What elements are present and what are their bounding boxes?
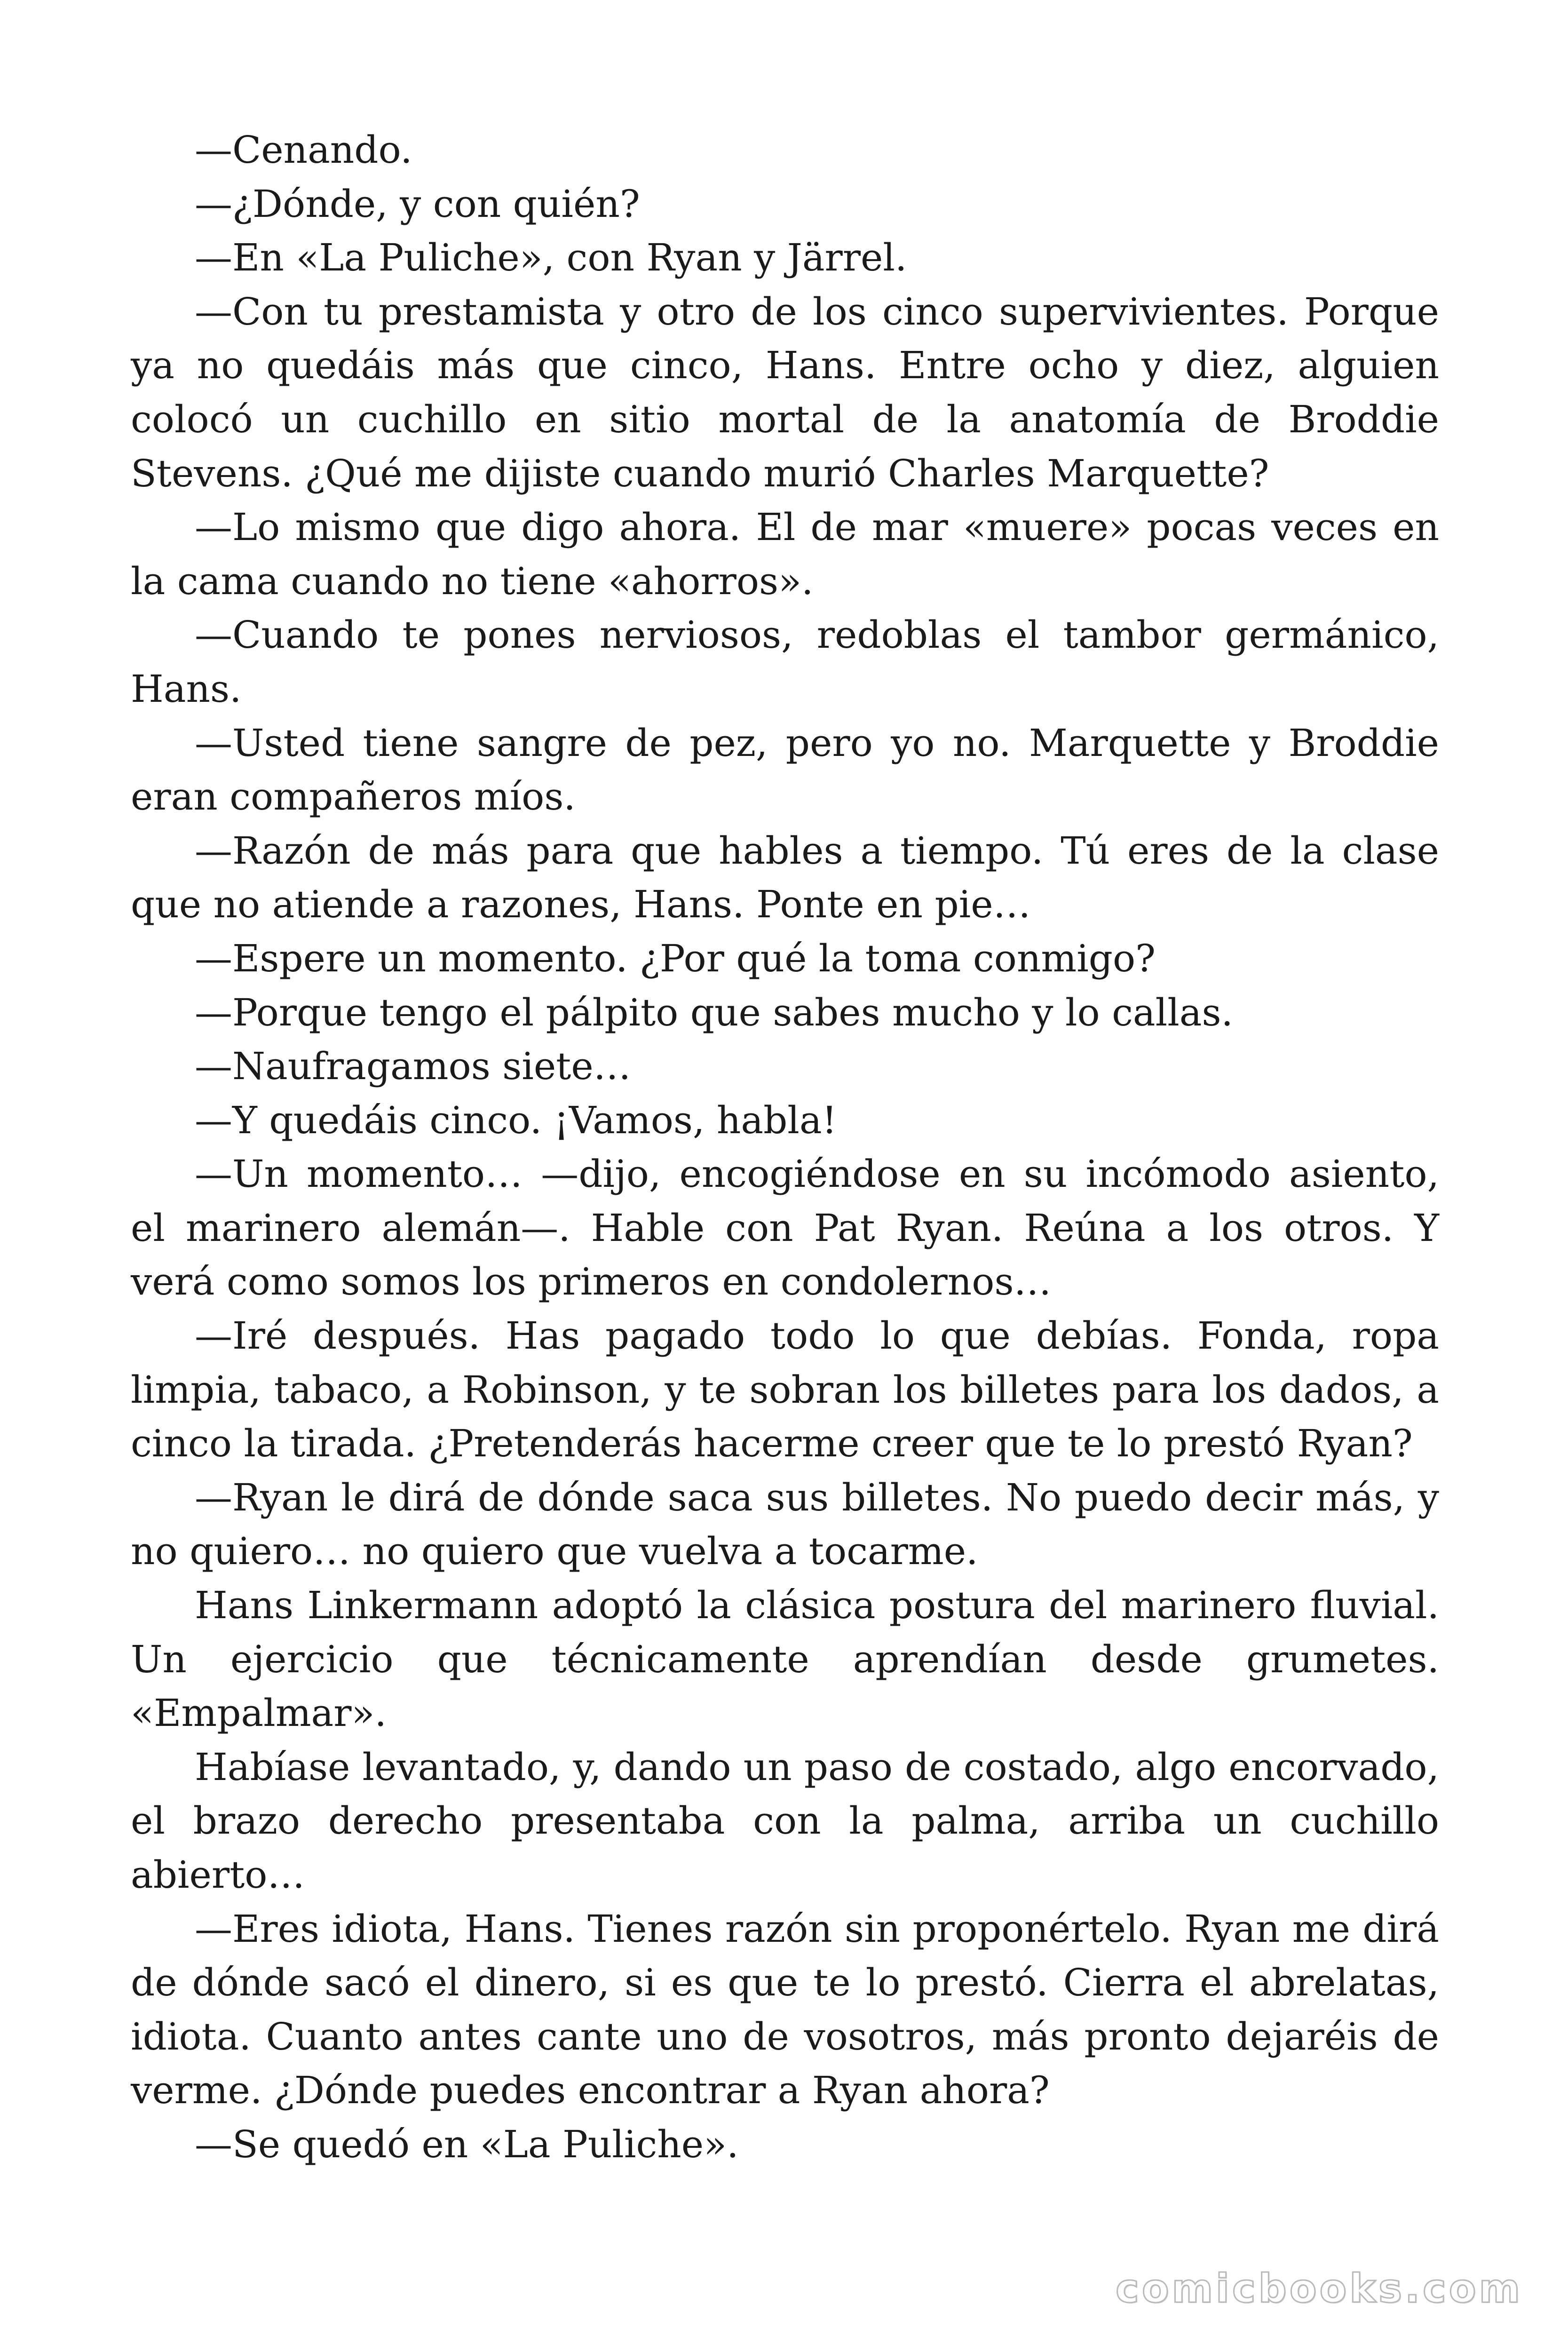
paragraph: —¿Dónde, y con quién?: [195, 182, 640, 226]
watermark: comicbooks.com: [1116, 2265, 1523, 2312]
paragraph: —Eres idiota, Hans. Tienes razón sin proponértelo. Ryan me dirá de dónde sacó el dinero, si es que te lo prestó. Cierra el abrelatas, idiota. Cuanto antes cante uno de vosotros, más pronto dejaréis de verme. ¿Dónde puedes encontrar a Ryan ahora?: [131, 1907, 1439, 2113]
paragraph: —Lo mismo que digo ahora. El de mar «muere» pocas veces en la cama cuando no tiene «ahorros».: [131, 505, 1439, 603]
paragraph: —Un momento… —dijo, encogiéndose en su incómodo asiento, el marinero alemán—. Hable con Pat Ryan. Reúna a los otros. Y verá como somos los primeros en condolernos…: [131, 1152, 1439, 1304]
paragraph: —Usted tiene sangre de pez, pero yo no. Marquette y Broddie eran compañeros míos.: [131, 721, 1439, 819]
paragraph: —Naufragamos siete…: [195, 1044, 631, 1089]
paragraph: —Cenando.: [195, 128, 412, 172]
page-body: [131, 123, 1439, 2172]
paragraph: —Porque tengo el pálpito que sabes mucho y lo callas.: [195, 990, 1233, 1034]
paragraph: —Con tu prestamista y otro de los cinco supervivientes. Porque ya no quedáis más que cinco, Hans. Entre ocho y diez, alguien colocó un cuchillo en sitio mortal de la anatomía de Broddie Stevens. ¿Qué me dijiste cuando murió Charles Marquette?: [131, 289, 1439, 495]
paragraph: —Cuando te pones nerviosos, redoblas el tambor germánico, Hans.: [131, 613, 1439, 711]
paragraph: —Ryan le dirá de dónde saca sus billetes. No puedo decir más, y no quiero… no quiero que vuelva a tocarme.: [131, 1475, 1439, 1573]
paragraph: —En «La Puliche», con Ryan y Järrel.: [195, 236, 907, 280]
paragraph: —Razón de más para que hables a tiempo. Tú eres de la clase que no atiende a razones, Hans. Ponte en pie…: [131, 828, 1439, 927]
paragraph: —Y quedáis cinco. ¡Vamos, habla!: [195, 1098, 837, 1142]
paragraph: —Iré después. Has pagado todo lo que debías. Fonda, ropa limpia, tabaco, a Robinson, y te sobran los billetes para los dados, a cinco la tirada. ¿Pretenderás hacerme creer que te lo prestó Ryan?: [131, 1314, 1439, 1466]
paragraph: —Se quedó en «La Puliche».: [195, 2122, 739, 2166]
paragraph: Habíase levantado, y, dando un paso de costado, algo encorvado, el brazo derecho presentaba con la palma, arriba un cuchillo abierto…: [131, 1745, 1439, 1897]
paragraph: Hans Linkermann adoptó la clásica postura del marinero fluvial. Un ejercicio que técnicamente aprendían desde grumetes. «Empalmar».: [131, 1583, 1439, 1735]
paragraph: —Espere un momento. ¿Por qué la toma conmigo?: [195, 936, 1156, 980]
